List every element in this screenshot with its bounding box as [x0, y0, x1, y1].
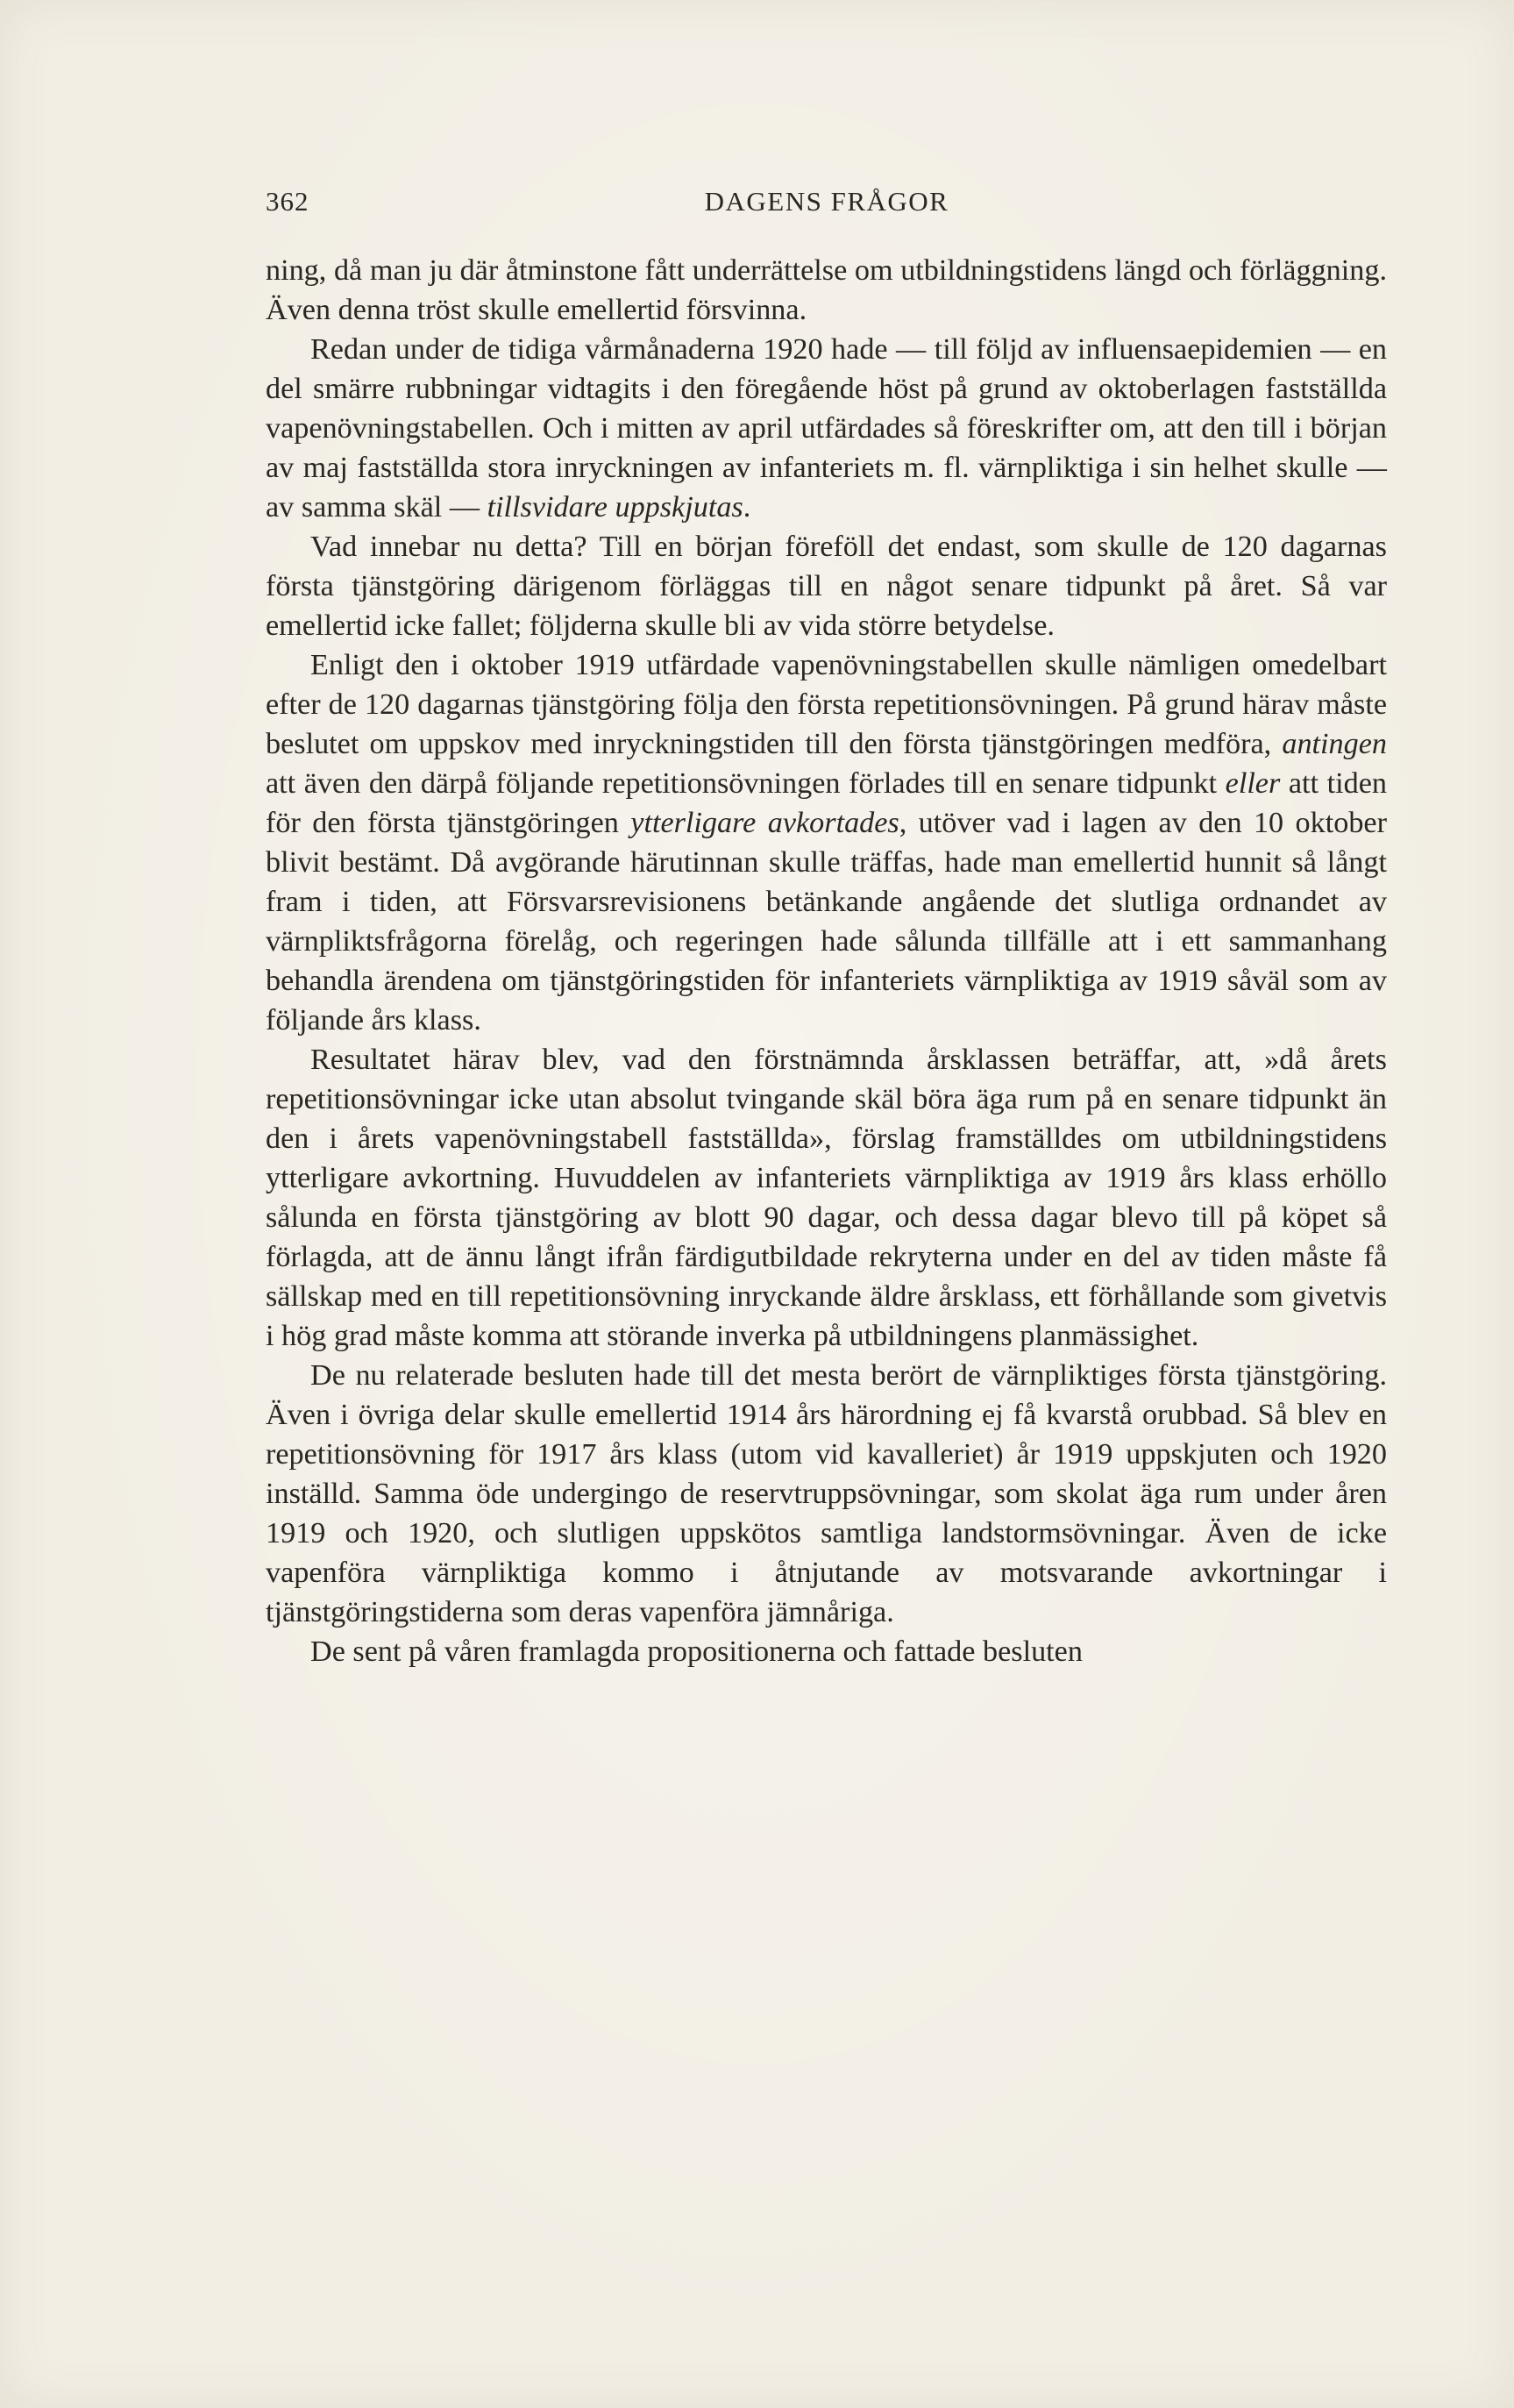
italic-text-run: tillsvidare uppskjutas [487, 491, 743, 524]
page-number: 362 [266, 186, 309, 217]
text-run: De nu relaterade besluten hade till det mesta berört de värnpliktiges första tjänstgöring. Även i övriga delar skulle emellertid 1914 års härordning ej få kvarstå orubbad. Så blev en repetitionsövning för 1917 års klass (utom vid kavalleriet) år 1919 uppskjuten och 1920 inställd. Samma öde undergingo de reservtruppsövningar, som skolat äga rum under åren 1919 och 1920, och slutligen uppskötos samtliga landstormsövningar. Även de icke vapenföra värnpliktiga kommo i åtnjutande av motsvarande avkortningar i tjänstgöringstiderna som deras vapenföra jämnåriga. [266, 1359, 1387, 1628]
text-run: att tiden för den första tjänstgöringen [266, 767, 1387, 839]
text-run: De sent på våren framlagda propositionerna och fattade besluten [310, 1635, 1083, 1668]
paragraph [266, 1632, 1387, 1671]
text-run: Redan under de tidiga vårmånaderna 1920 hade — till följd av influensaepidemien — en del smärre rubbningar vidtagits i den föregående höst på grund av oktoberlagen fastställda vapenövningstabellen. Och i mitten av april utfärdades så föreskrifter om, att den till i början av maj fastställda stora inryckningen av infanteriets m. fl. värnpliktiga i sin helhet skulle — av samma skäl — [266, 333, 1387, 524]
italic-text-run: antingen [1282, 728, 1387, 760]
paragraph [266, 1040, 1387, 1356]
text-run: ning, då man ju där åtminstone fått underrättelse om utbildningstidens längd och förläggning. Även denna tröst skulle emellertid försvinna. [266, 254, 1387, 326]
text-run: Vad innebar nu detta? Till en början föreföll det endast, som skulle de 120 dagarnas första tjänstgöring därigenom förläggas till en något senare tidpunkt på året. Så var emellertid icke fallet; följderna skulle bli av vida större betydelse. [266, 531, 1387, 642]
paragraph [266, 645, 1387, 1040]
running-header [266, 186, 1388, 221]
text-run: , utöver vad i lagen av den 10 oktober blivit bestämt. Då avgörande härutinnan skulle träffas, hade man emellertid hunnit så långt fram i tiden, att Försvarsrevisionens betänkande angående det slutliga ordnandet av värnpliktsfrågorna förelåg, och regeringen hade sålunda tillfälle att i ett sammanhang behandla ärendena om tjänstgöringstiden för infanteriets värnpliktiga av 1919 såväl som av följande års klass. [266, 807, 1387, 1037]
text-run: Enligt den i oktober 1919 utfärdade vapenövningstabellen skulle nämligen omedelbart efter de 120 dagarnas tjänstgöring följa den första repetitionsövningen. På grund härav måste beslutet om uppskov med inryckningstiden till den första tjänstgöringen medföra, [266, 649, 1387, 760]
italic-text-run: ytterligare avkortades [630, 807, 899, 839]
running-title: DAGENS FRÅGOR [704, 186, 949, 217]
body-text [266, 251, 1387, 1671]
paragraph [266, 251, 1387, 330]
text-run: . [743, 491, 751, 524]
text-run: Resultatet härav blev, vad den förstnämnda årsklassen beträffar, att, »då årets repetitionsövningar icke utan absolut tvingande skäl böra äga rum på en senare tidpunkt än den i årets vapenövningstabell fastställda», förslag framställdes om utbildningstidens ytterligare avkortning. Huvuddelen av infanteriets värnpliktiga av 1919 års klass erhöllo sålunda en första tjänstgöring av blott 90 dagar, och dessa dagar blevo till på köpet så förlagda, att de ännu långt ifrån färdigutbildade rekryterna under en del av tiden måste få sällskap med en till repetitionsövning inryckande äldre årsklass, ett förhållande som givetvis i hög grad måste komma att störande inverka på utbildningens planmässighet. [266, 1044, 1387, 1352]
paragraph [266, 330, 1387, 527]
italic-text-run: eller [1225, 767, 1281, 800]
paragraph [266, 1356, 1387, 1632]
text-run: att även den därpå följande repetitionsövningen förlades till en senare tidpunkt [266, 767, 1226, 800]
paragraph [266, 527, 1387, 645]
